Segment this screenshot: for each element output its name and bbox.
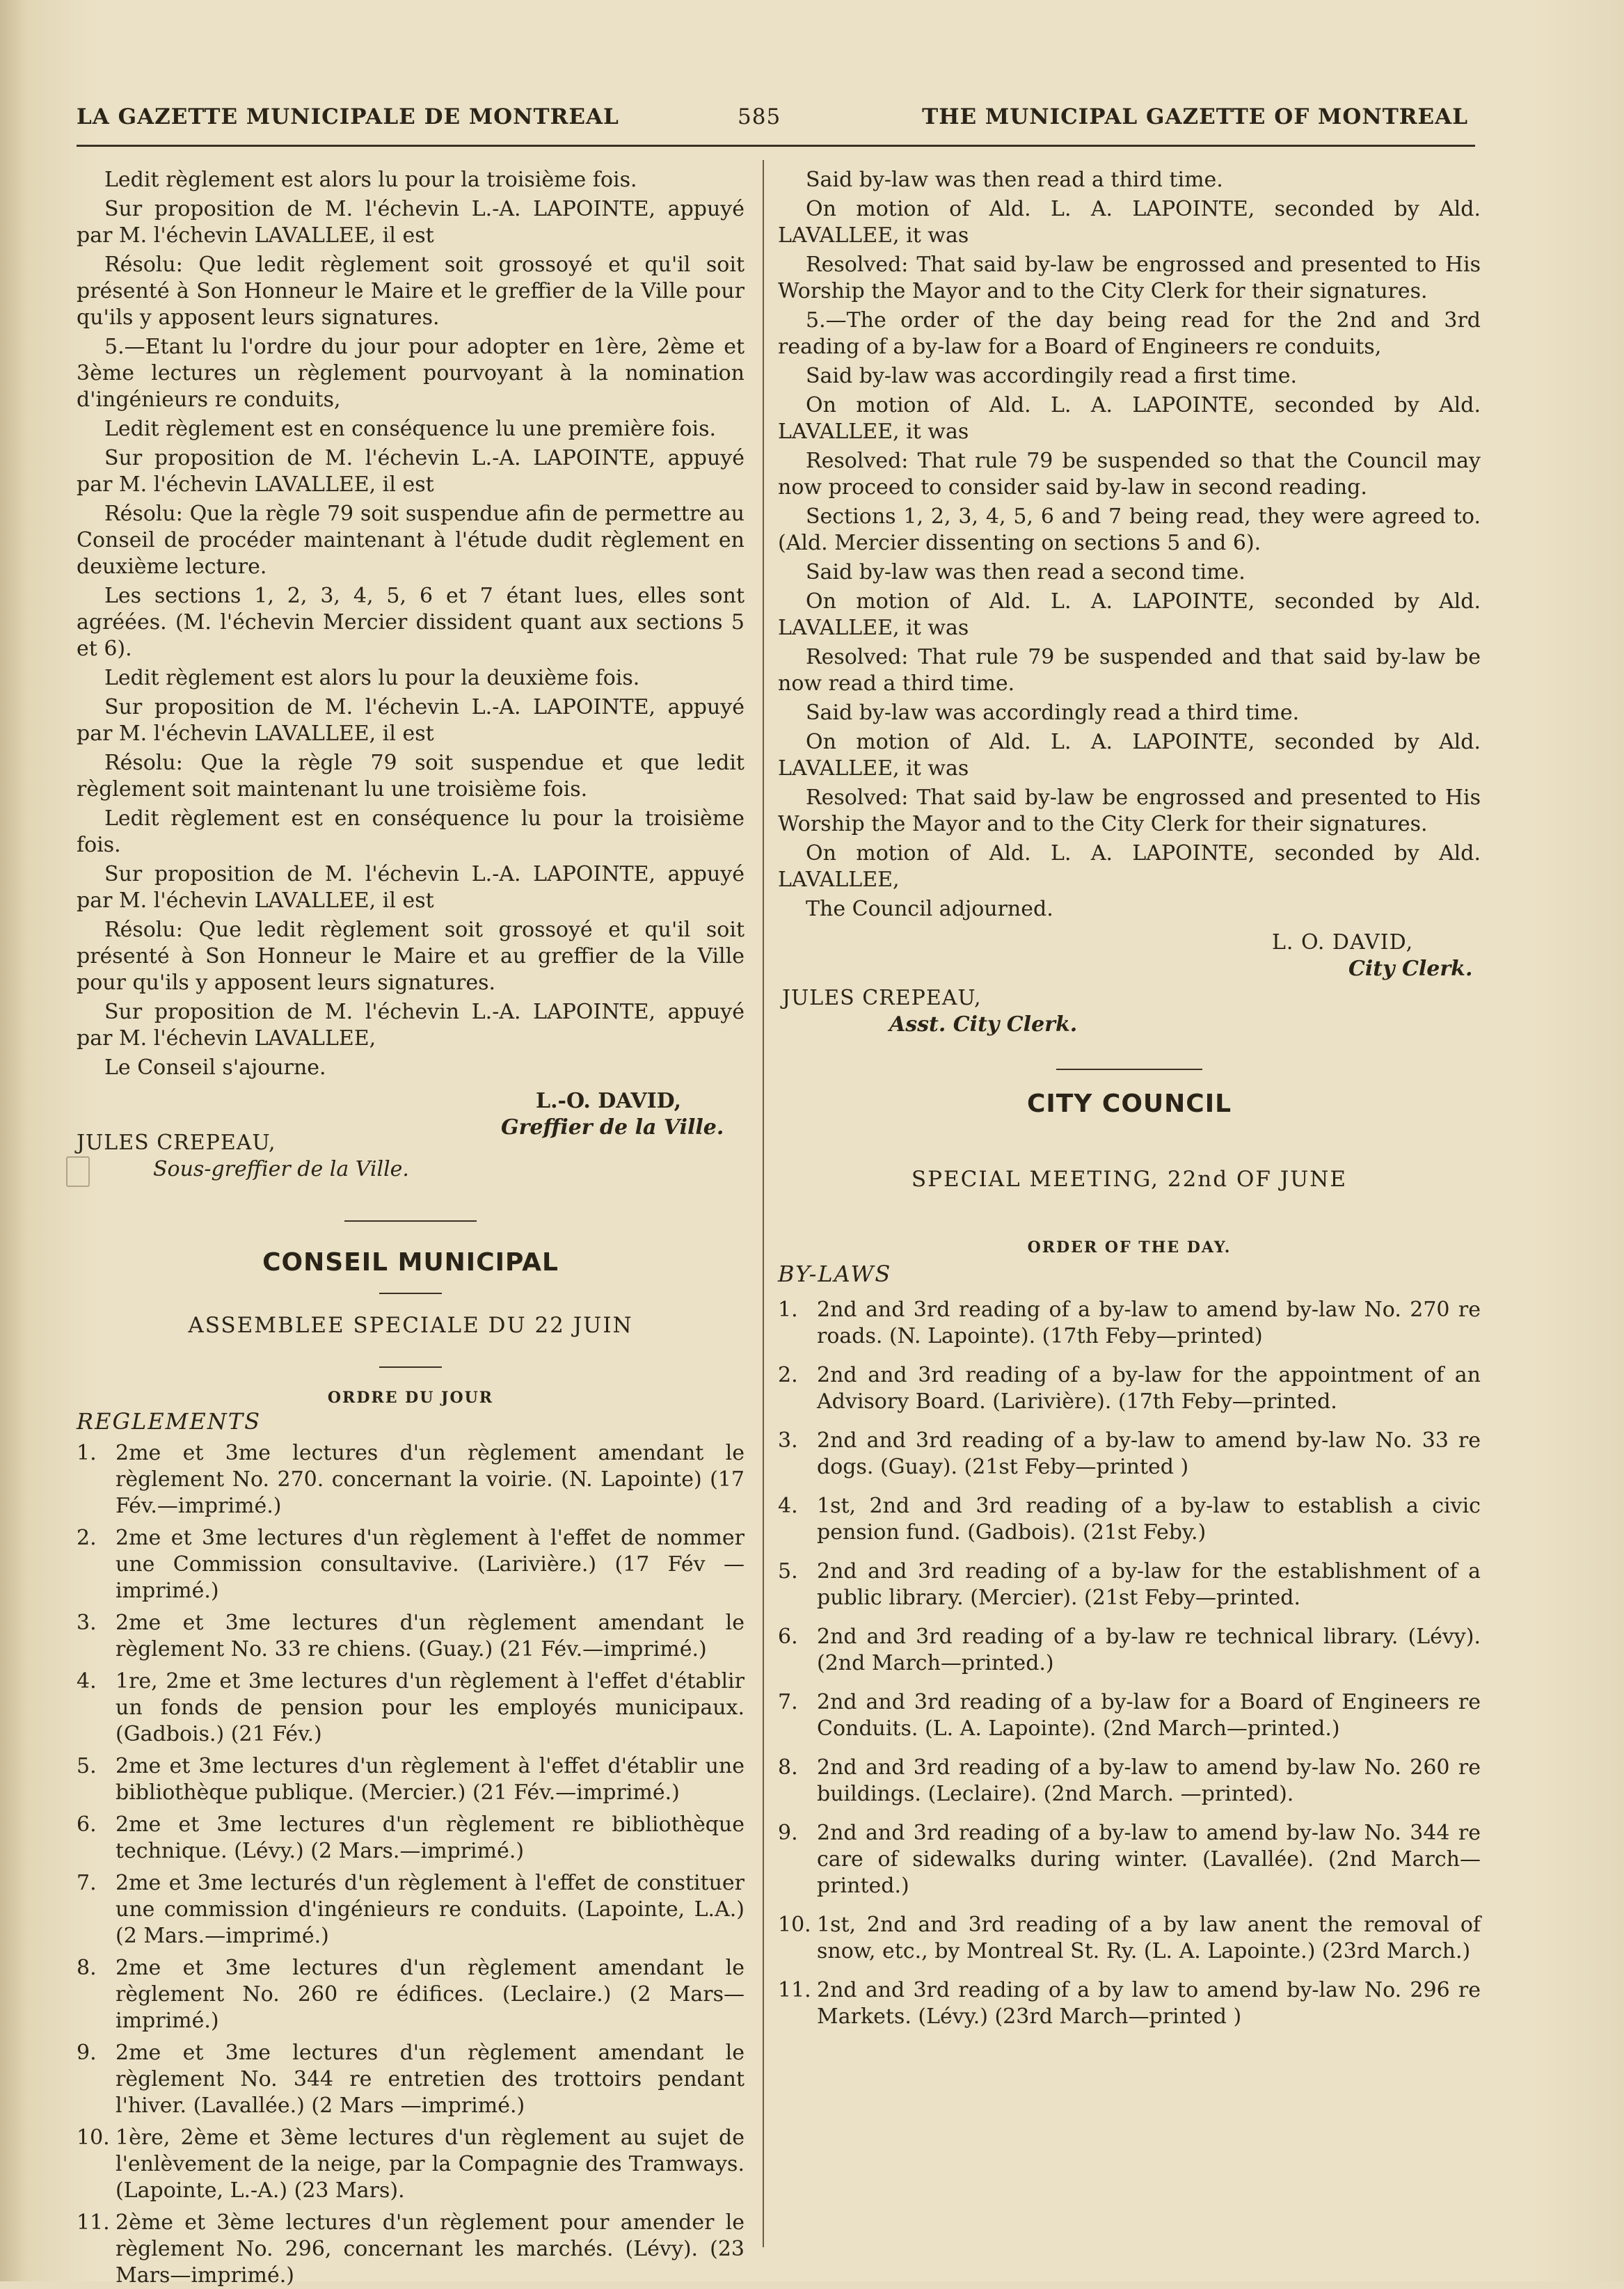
list-item <box>77 2040 745 2119</box>
signature-block <box>77 1088 745 1179</box>
item-text: 2me et 3me lectures d'un règlement amendant le règlement No. 344 re entretien des trottoirs pendant l'hiver. (Lavallée.) (2 Mars —imprimé.) <box>116 2041 745 2118</box>
order-of-day-title: ORDRE DU JOUR <box>327 1389 494 1407</box>
item-number: 9. <box>77 2041 97 2065</box>
paragraph: Résolu: Que ledit règlement soit grossoyé et qu'il soit présenté à Son Honneur le Maire et le greffier de la Ville pour qu'ils y apposent leurs signatures. <box>77 253 745 330</box>
meeting-title: ASSEMBLEE SPECIALE DU 22 JUIN <box>188 1313 633 1338</box>
item-number: 1. <box>778 1298 798 1322</box>
list-item <box>778 1755 1481 1808</box>
item-text: 2nd and 3rd reading of a by-law for the appointment of an Advisory Board. (Larivière). (17th Feby—printed. <box>817 1363 1481 1414</box>
item-text: 2nd and 3rd reading of a by-law re technical library. (Lévy). (2nd March—printed.) <box>817 1625 1481 1675</box>
paragraph: Resolved: That said by-law be engrossed and presented to His Worship the Mayor and to the City Clerk for their signatures. <box>778 253 1481 303</box>
item-text: 2me et 3me lectures d'un règlement amendant le règlement No. 270. concernant la voirie. (N. Lapointe) (17 Fév.—imprimé.) <box>116 1441 745 1518</box>
signature-title: City Clerk. <box>1348 957 1473 981</box>
assistant-signature-title: Asst. City Clerk. <box>889 1012 1078 1037</box>
list-item <box>778 1428 1481 1481</box>
paragraph: Résolu: Que la règle 79 soit suspendue afin de permettre au Conseil de procéder maintenant à l'étude dudit règlement en deuxième lecture. <box>77 502 745 579</box>
list-item <box>778 1558 1481 1611</box>
item-number: 11. <box>77 2210 110 2235</box>
bylaws-heading: BY-LAWS <box>778 1261 892 1287</box>
paragraph: Resolved: That rule 79 be suspended so that the Council may now proceed to consider said by-law in second reading. <box>778 449 1481 500</box>
list-item <box>77 1610 745 1663</box>
paragraph: Ledit règlement est alors lu pour la troisième fois. <box>104 168 637 192</box>
paragraph: On motion of Ald. L. A. LAPOINTE, seconded by Ald. LAVALLEE, it was <box>778 730 1481 781</box>
paragraph: 5.—The order of the day being read for the 2nd and 3rd reading of a by-law for a Board of Engineers re conduits, <box>778 308 1481 359</box>
english-column <box>778 167 1481 2030</box>
paragraph: Les sections 1, 2, 3, 4, 5, 6 et 7 étant lues, elles sont agréées. (M. l'échevin Mercier dissident quant aux sections 5 et 6). <box>77 584 745 661</box>
page-number: 585 <box>738 104 781 129</box>
paragraph: Sections 1, 2, 3, 4, 5, 6 and 7 being read, they were agreed to. (Ald. Mercier dissenting on sections 5 and 6). <box>778 504 1481 555</box>
separator-rule <box>379 1293 442 1294</box>
paragraph: On motion of Ald. L. A. LAPOINTE, seconded by Ald. LAVALLEE, <box>778 841 1481 892</box>
item-number: 3. <box>77 1611 97 1635</box>
item-number: 7. <box>77 1871 97 1895</box>
assistant-signature-name: JULES CREPEAU, <box>77 1131 276 1155</box>
item-number: 4. <box>77 1669 97 1693</box>
item-text: 1ère, 2ème et 3ème lectures d'un règlement au sujet de l'enlèvement de la neige, par la Compagnie des Tramways. (Lapointe, L.-A.) (23 Mars). <box>116 2126 745 2203</box>
meeting-title: SPECIAL MEETING, 22nd OF JUNE <box>911 1167 1348 1192</box>
list-item <box>77 2210 745 2289</box>
assistant-signature-name: JULES CREPEAU, <box>782 986 982 1010</box>
list-item <box>778 1493 1481 1546</box>
item-text: 2me et 3me lectures d'un règlement amendant le règlement No. 33 re chiens. (Guay.) (21 Fév.—imprimé.) <box>116 1611 745 1661</box>
paragraph: Résolu: Que la règle 79 soit suspendue et que ledit règlement soit maintenant lu une troisième fois. <box>77 751 745 801</box>
separator-rule <box>1056 1069 1202 1070</box>
list-item <box>77 1812 745 1865</box>
separator-rule <box>379 1366 442 1368</box>
list-item <box>77 1525 745 1604</box>
paragraph: Said by-law was then read a second time. <box>806 560 1245 584</box>
list-item <box>77 1440 745 1520</box>
item-text: 2nd and 3rd reading of a by-law for the establishment of a public library. (Mercier). (21st Feby—printed. <box>817 1559 1481 1610</box>
paragraph: Sur proposition de M. l'échevin L.-A. LAPOINTE, appuyé par M. l'échevin LAVALLEE, <box>77 1000 745 1051</box>
item-text: 1st, 2nd and 3rd reading of a by law anent the removal of snow, etc., by Montreal St. Ry. (L. A. Lapointe.) (23rd March.) <box>817 1913 1481 1963</box>
paragraph: On motion of Ald. L. A. LAPOINTE, seconded by Ald. LAVALLEE, it was <box>778 393 1481 444</box>
section-title: CONSEIL MUNICIPAL <box>262 1248 559 1277</box>
column-divider <box>763 160 764 2247</box>
paragraph: Said by-law was accordingly read a third time. <box>806 701 1300 725</box>
paragraph: Sur proposition de M. l'échevin L.-A. LAPOINTE, appuyé par M. l'échevin LAVALLEE, il est <box>77 446 745 497</box>
item-number: 3. <box>778 1428 798 1453</box>
item-number: 4. <box>778 1494 798 1518</box>
header-title-french: LA GAZETTE MUNICIPALE DE MONTREAL <box>77 104 619 129</box>
item-number: 10. <box>778 1913 811 1937</box>
list-item <box>77 1753 745 1806</box>
assistant-signature-title: Sous-greffier de la Ville. <box>153 1157 409 1181</box>
paragraph: Sur proposition de M. l'échevin L.-A. LAPOINTE, appuyé par M. l'échevin LAVALLEE, il est <box>77 862 745 913</box>
list-item <box>778 1912 1481 1965</box>
item-number: 5. <box>77 1754 97 1778</box>
item-number: 9. <box>778 1821 798 1845</box>
list-item <box>77 1955 745 2034</box>
item-text: 2me et 3me lecturés d'un règlement à l'effet de constituer une commission d'ingénieurs re conduits. (Lapointe, L.A.) (2 Mars.—imprimé.) <box>116 1871 745 1948</box>
item-text: 2me et 3me lectures d'un règlement à l'effet de nommer une Commission consultavive. (Larivière.) (17 Fév —imprimé.) <box>116 1526 745 1603</box>
separator-rule <box>344 1220 477 1222</box>
item-number: 8. <box>778 1755 798 1780</box>
list-item <box>778 1624 1481 1677</box>
item-text: 2nd and 3rd reading of a by-law to amend by-law No. 33 re dogs. (Guay). (21st Feby—printed ) <box>817 1428 1481 1479</box>
paragraph: 5.—Etant lu l'ordre du jour pour adopter en 1ère, 2ème et 3ème lectures un règlement pourvoyant à la nomination d'ingénieurs re conduits, <box>77 335 745 412</box>
paragraph: Le Conseil s'ajourne. <box>104 1055 326 1080</box>
list-item <box>778 1689 1481 1742</box>
paragraph: Sur proposition de M. l'échevin L.-A. LAPOINTE, appuyé par M. l'échevin LAVALLEE, il est <box>77 695 745 746</box>
paragraph: Resolved: That said by-law be engrossed and presented to His Worship the Mayor and to the City Clerk for their signatures. <box>778 785 1481 836</box>
paragraph: Ledit règlement est alors lu pour la deuxième fois. <box>104 666 640 690</box>
paragraph: Résolu: Que ledit règlement soit grossoyé et qu'il soit présenté à Son Honneur le Maire et au greffier de la Ville pour qu'ils y apposent leurs signatures. <box>77 918 745 995</box>
paragraph: Ledit règlement est en conséquence lu pour la troisième fois. <box>77 806 745 857</box>
paragraph: Sur proposition de M. l'échevin L.-A. LAPOINTE, appuyé par M. l'échevin LAVALLEE, il est <box>77 197 745 248</box>
item-number: 2. <box>778 1363 798 1387</box>
item-number: 10. <box>77 2126 110 2150</box>
paragraph: Said by-law was then read a third time. <box>806 168 1223 192</box>
signature-block <box>778 930 1481 1037</box>
paragraph: Resolved: That rule 79 be suspended and that said by-law be now read a third time. <box>778 645 1481 696</box>
item-text: 2nd and 3rd reading of a by-law to amend by-law No. 260 re buildings. (Leclaire). (2nd March. —printed). <box>817 1755 1481 1806</box>
header-title-english: THE MUNICIPAL GAZETTE OF MONTREAL <box>922 104 1468 129</box>
item-number: 5. <box>778 1559 798 1584</box>
list-item <box>778 1362 1481 1415</box>
signature-name: L.-O. DAVID, <box>536 1089 682 1113</box>
item-number: 2. <box>77 1526 97 1550</box>
item-number: 1. <box>77 1441 97 1465</box>
item-text: 2me et 3me lectures d'un règlement amendant le règlement No. 260 re édifices. (Leclaire.) (2 Mars—imprimé.) <box>116 1956 745 2033</box>
signature-name: L. O. DAVID, <box>1272 930 1414 955</box>
signature-title: Greffier de la Ville. <box>501 1115 724 1140</box>
list-item <box>778 1820 1481 1899</box>
item-text: 2nd and 3rd reading of a by-law for a Board of Engineers re Conduits. (L. A. Lapointe). (2nd March—printed.) <box>817 1690 1481 1741</box>
item-number: 11. <box>778 1978 811 2002</box>
header-rule <box>77 145 1475 147</box>
paragraph: On motion of Ald. L. A. LAPOINTE, seconded by Ald. LAVALLEE, it was <box>778 589 1481 640</box>
item-number: 7. <box>778 1690 798 1714</box>
bylaws-heading: REGLEMENTS <box>77 1408 262 1435</box>
paragraph: The Council adjourned. <box>806 897 1053 921</box>
list-item <box>778 1297 1481 1350</box>
item-text: 2nd and 3rd reading of a by law to amend by-law No. 296 re Markets. (Lévy.) (23rd March—printed ) <box>817 1978 1481 2029</box>
item-text: 2me et 3me lectures d'un règlement à l'effet d'établir une bibliothèque publique. (Mercier.) (21 Fév.—imprimé.) <box>116 1754 745 1805</box>
french-column <box>77 167 745 2289</box>
item-text: 2me et 3me lectures d'un règlement re bibliothèque technique. (Lévy.) (2 Mars.—imprimé.) <box>116 1812 745 1863</box>
list-item <box>77 1870 745 1949</box>
list-item <box>77 2125 745 2204</box>
section-title: CITY COUNCIL <box>1026 1090 1232 1118</box>
item-number: 6. <box>778 1625 798 1649</box>
item-text: 2nd and 3rd reading of a by-law to amend by-law No. 270 re roads. (N. Lapointe). (17th Feby—printed) <box>817 1298 1481 1348</box>
item-text: 1re, 2me et 3me lectures d'un règlement à l'effet d'établir un fonds de pension pour les employés municipaux. (Gadbois.) (21 Fév.) <box>116 1669 745 1746</box>
order-of-day-title: ORDER OF THE DAY. <box>1027 1238 1232 1257</box>
list-item <box>778 1977 1481 2030</box>
item-text: 1st, 2nd and 3rd reading of a by-law to establish a civic pension fund. (Gadbois). (21st Feby.) <box>817 1494 1481 1545</box>
item-number: 8. <box>77 1956 97 1980</box>
paragraph: Said by-law was accordingily read a first time. <box>806 364 1298 388</box>
list-item <box>77 1668 745 1748</box>
item-text: 2ème et 3ème lectures d'un règlement pour amender le règlement No. 296, concernant les marchés. (Lévy). (23 Mars—imprimé.) <box>116 2210 745 2288</box>
item-number: 6. <box>77 1812 97 1837</box>
item-text: 2nd and 3rd reading of a by-law to amend by-law No. 344 re care of sidewalks during winter. (Lavallée). (2nd March—printed.) <box>817 1821 1481 1898</box>
paragraph: Ledit règlement est en conséquence lu une première fois. <box>104 417 717 441</box>
paragraph: On motion of Ald. L. A. LAPOINTE, seconded by Ald. LAVALLEE, it was <box>778 197 1481 248</box>
